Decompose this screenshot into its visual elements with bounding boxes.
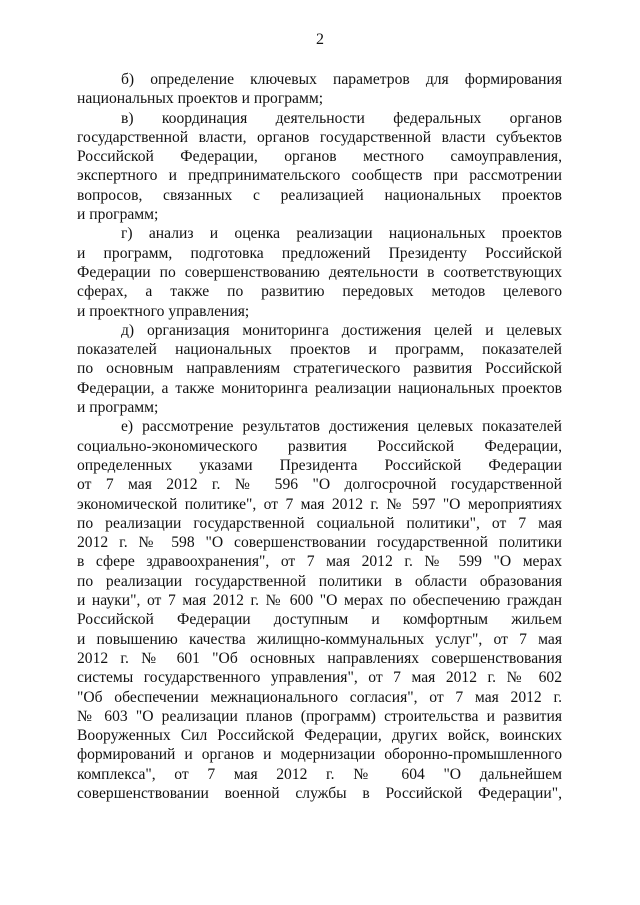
text-line: государственной власти, органов государственной власти субъектов (77, 128, 562, 146)
text-line: и повышению качества жилищно-коммунальных услуг", от 7 мая (77, 630, 562, 648)
text-line: и программ; (77, 206, 159, 224)
text-line: Вооруженных Сил Российской Федерации, других войск, воинских (77, 727, 562, 745)
text-line: экспертного и предпринимательского сообществ при рассмотрении (77, 167, 562, 185)
text-line: г) анализ и оценка реализации национальных проектов (121, 225, 562, 243)
text-line: и науки", от 7 мая 2012 г. № 600 "О мерах по обеспечению граждан (77, 592, 562, 610)
paragraph-b (77, 70, 562, 109)
page-number: 2 (316, 31, 324, 48)
text-line: Федерации, а также мониторинга реализации национальных проектов (77, 379, 562, 397)
text-line: и проектного управления; (77, 302, 250, 320)
text-line: экономической политике", от 7 мая 2012 г. № 597 "О мероприятиях (77, 495, 562, 513)
text-line: формирований и органов и модернизации оборонно-промышленного (77, 746, 562, 764)
text-line: показателей национальных проектов и программ, показателей (77, 341, 562, 359)
text-line: определенных указами Президента Российской Федерации (77, 456, 562, 474)
text-line: сферах, а также по развитию передовых методов целевого (77, 283, 562, 301)
text-line: д) организация мониторинга достижения целей и целевых (121, 321, 562, 339)
document-body (77, 70, 562, 803)
text-line: б) определение ключевых параметров для формирования (121, 71, 562, 88)
text-line: Федерации по совершенствованию деятельности в соответствующих (77, 263, 562, 281)
text-line: совершенствовании военной службы в Российской Федерации", (77, 784, 562, 802)
paragraph-v (77, 109, 562, 225)
text-line: 2012 г. № 601 "Об основных направлениях совершенствования (77, 649, 562, 667)
text-line: и программ; (77, 399, 159, 417)
text-line: от 7 мая 2012 г. № 596 "О долгосрочной государственной (77, 476, 562, 494)
text-line: и программ, подготовка предложений Президенту Российской (77, 244, 562, 262)
text-line: по основным направлениям стратегического развития Российской (77, 360, 562, 378)
text-line: в сфере здравоохранения", от 7 мая 2012 г. № 599 "О мерах (77, 553, 562, 571)
paragraph-d (77, 321, 562, 417)
text-line: № 603 "О реализации планов (программ) строительства и развития (77, 707, 562, 725)
text-line: Российской Федерации, органов местного самоуправления, (77, 148, 562, 166)
text-line: 2012 г. № 598 "О совершенствовании государственной политики (77, 534, 562, 552)
text-line: е) рассмотрение результатов достижения целевых показателей (121, 418, 562, 436)
text-line: в) координация деятельности федеральных органов (121, 109, 562, 127)
text-line: национальных проектов и программ; (77, 90, 324, 108)
text-line: комплекса", от 7 мая 2012 г. № 604 "О дальнейшем (77, 765, 562, 783)
paragraph-e (77, 417, 562, 803)
text-line: по реализации государственной политики в области образования (77, 572, 562, 590)
text-line: вопросов, связанных с реализацией национальных проектов (77, 186, 562, 204)
text-line: социально-экономического развития Российской Федерации, (77, 437, 562, 455)
paragraph-g (77, 224, 562, 320)
text-line: "Об обеспечении межнационального согласия", от 7 мая 2012 г. (77, 688, 562, 706)
text-line: Российской Федерации доступным и комфортным жильем (77, 611, 562, 629)
text-line: системы государственного управления", от 7 мая 2012 г. № 602 (77, 669, 562, 687)
text-line: по реализации государственной социальной политики", от 7 мая (77, 514, 562, 532)
